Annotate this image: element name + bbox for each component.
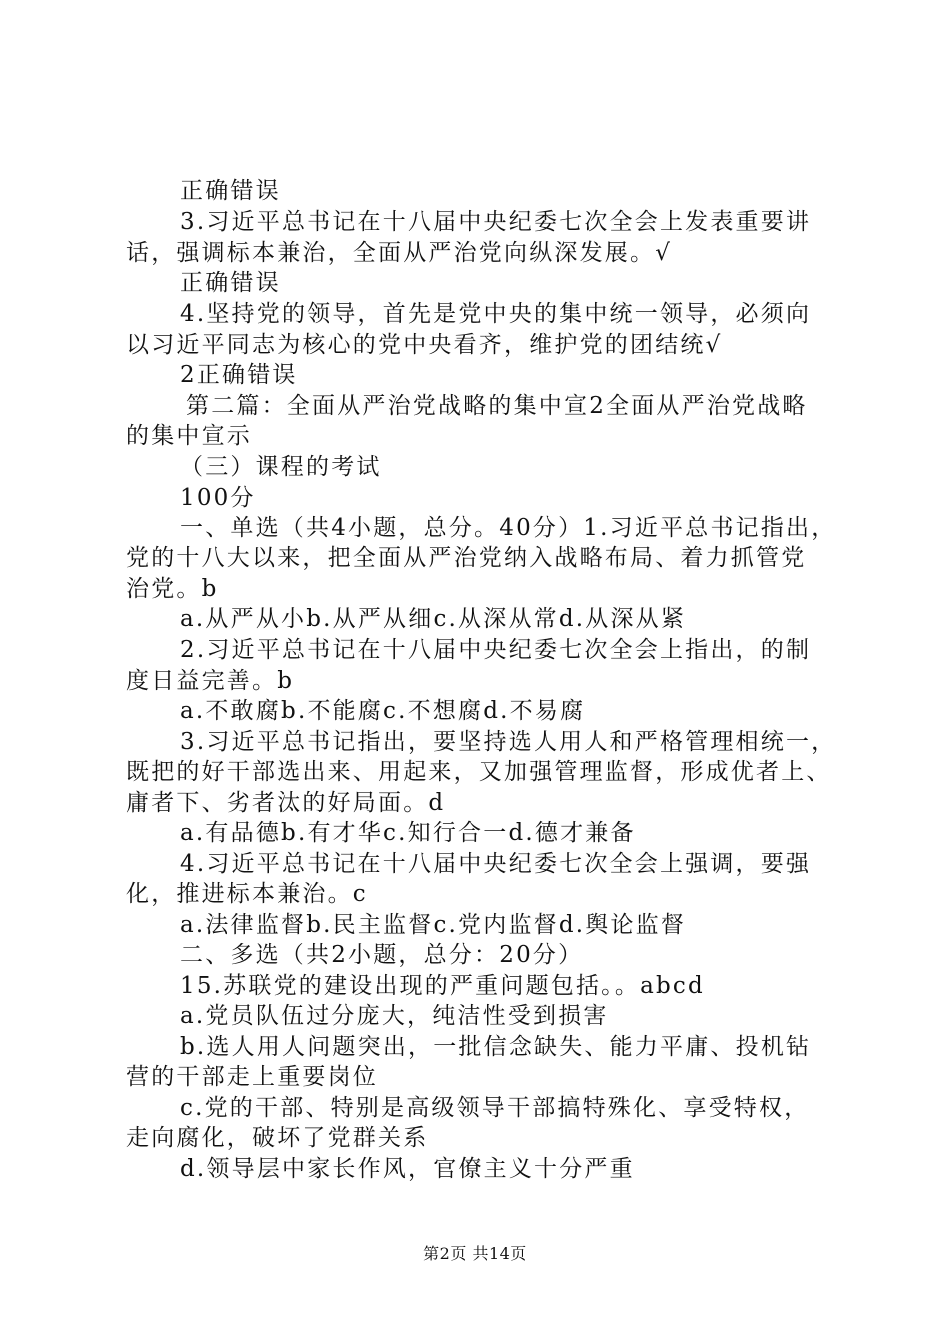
page-footer: 第2页 共14页: [423, 1244, 527, 1263]
text-line: 既把的好干部选出来、用起来，又加强管理监督，形成优者上、: [126, 759, 832, 785]
text-line: （三）课程的考试: [180, 454, 382, 480]
section-heading: 第二篇：全面从严治党战略的集中宣2全面从严治党战略: [186, 393, 808, 419]
text-line: 度日益完善。b: [126, 668, 295, 694]
text-line: 一、单选（共4小题，总分。40分）1.习近平总书记指出，: [180, 515, 837, 541]
text-line: 4.习近平总书记在十八届中央纪委七次全会上强调，要强: [180, 851, 812, 877]
options-line: a.不敢腐b.不能腐c.不想腐d.不易腐: [180, 698, 586, 724]
options-line: 走向腐化，破坏了党群关系: [126, 1125, 429, 1151]
text-line: 二、多选（共2小题，总分：20分）: [180, 942, 584, 968]
options-line: b.选人用人问题突出，一批信念缺失、能力平庸、投机钻: [180, 1034, 812, 1060]
text-line: 党的十八大以来，把全面从严治党纳入战略布局、着力抓管党: [126, 545, 807, 571]
options-line: a.从严从小b.从严从细c.从深从常d.从深从紧: [180, 606, 687, 632]
text-line: 15.苏联党的建设出现的严重问题包括。。abcd: [180, 973, 705, 999]
text-line: 2.习近平总书记在十八届中央纪委七次全会上指出，的制: [180, 637, 812, 663]
options-line: a.党员队伍过分庞大，纯洁性受到损害: [180, 1003, 609, 1029]
text-line: 3.习近平总书记指出，要坚持选人用人和严格管理相统一，: [180, 729, 837, 755]
text-line: 4.坚持党的领导，首先是党中央的集中统一领导，必须向: [180, 301, 812, 327]
text-line: 化，推进标本兼治。c: [126, 881, 368, 907]
total-score: 100分: [180, 485, 256, 511]
options-line: d.领导层中家长作风，官僚主义十分严重: [180, 1156, 635, 1182]
options-line: a.法律监督b.民主监督c.党内监督d.舆论监督: [180, 912, 687, 938]
text-line: 以习近平同志为核心的党中央看齐，维护党的团结统√: [126, 332, 723, 358]
text-line: 2正确错误: [180, 362, 298, 388]
text-line: 正确错误: [180, 178, 281, 204]
text-line: 正确错误: [180, 270, 281, 296]
options-line: a.有品德b.有才华c.知行合一d.德才兼备: [180, 820, 636, 846]
text-line: 话，强调标本兼治，全面从严治党向纵深发展。√: [126, 240, 673, 266]
section-heading-cont: 的集中宣示: [126, 423, 252, 449]
text-line: 庸者下、劣者汰的好局面。d: [126, 790, 446, 816]
options-line: 营的干部走上重要岗位: [126, 1064, 378, 1090]
text-line: 治党。b: [126, 576, 219, 602]
text-line: 3.习近平总书记在十八届中央纪委七次全会上发表重要讲: [180, 209, 812, 235]
options-line: c.党的干部、特别是高级领导干部搞特殊化、享受特权，: [180, 1095, 810, 1121]
